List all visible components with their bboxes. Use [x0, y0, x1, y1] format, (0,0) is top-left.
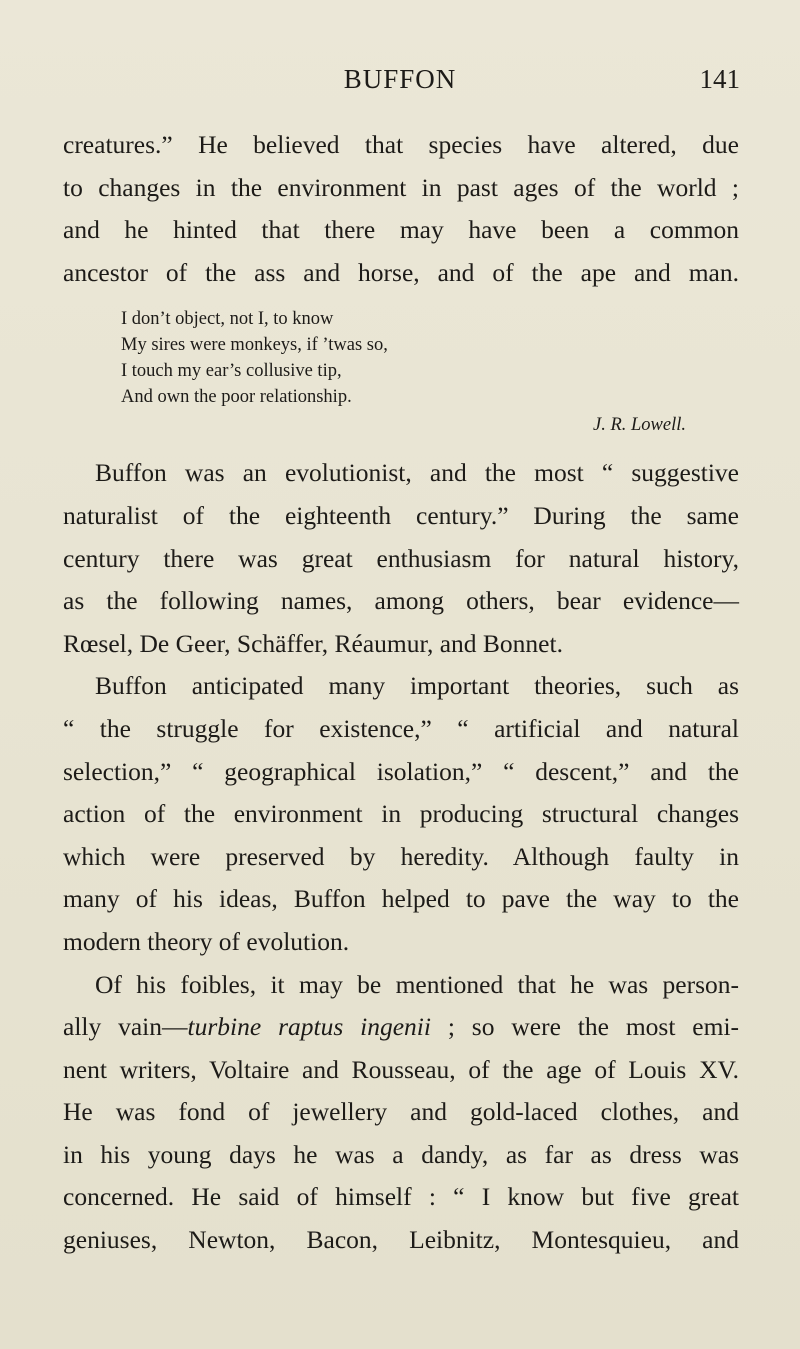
paragraph-4: [63, 964, 739, 1262]
verse-line: I touch my ear’s collusive tip,: [121, 361, 342, 382]
verse-quotation: [121, 306, 721, 438]
text-line: Buffon was an evolutionist, and the most “ suggestive: [95, 458, 739, 488]
paragraph-2: [63, 452, 739, 665]
text-line: which were preserved by heredity. Although faulty in: [63, 841, 739, 871]
page-number: 141: [699, 64, 740, 94]
text-line: naturalist of the eighteenth century.” During the same: [63, 500, 739, 530]
text-line: and he hinted that there may have been a common: [63, 215, 739, 245]
text-line: creatures.” He believed that species have altered, due: [63, 130, 739, 159]
text-line: concerned. He said of himself : “ I know but five great: [63, 1182, 739, 1212]
text-line: century there was great enthusiasm for natural history,: [63, 543, 739, 573]
text-line: modern theory of evolution.: [63, 926, 350, 956]
text-line: Rœsel, De Geer, Schäffer, Réaumur, and Bonnet.: [63, 628, 563, 658]
text-line: Buffon anticipated many important theories, such as: [95, 671, 739, 701]
text-line: geniuses, Newton, Bacon, Leibnitz, Montesquieu, and: [63, 1225, 739, 1255]
text-line: many of his ideas, Buffon helped to pave the way to the: [63, 884, 739, 914]
paragraph-3: [63, 665, 739, 963]
text-line: ancestor of the ass and horse, and of the ape and man.: [63, 257, 739, 287]
paragraph-1: [63, 124, 739, 294]
verse-line: My sires were monkeys, if ’twas so,: [121, 335, 388, 356]
text-line: [63, 1006, 739, 1049]
text-fragment: ; so were the most emi-: [430, 1012, 740, 1042]
verse-line: And own the poor relationship.: [121, 387, 352, 408]
text-line: Of his foibles, it may be mentioned that he was person-: [95, 969, 739, 999]
text-line: as the following names, among others, bear evidence—: [63, 586, 739, 616]
text-line: in his young days he was a dandy, as far as dress was: [63, 1139, 739, 1169]
text-line: nent writers, Voltaire and Rousseau, of the age of Louis XV.: [63, 1054, 739, 1084]
body-text: [63, 124, 739, 1262]
text-line: to changes in the environment in past ages of the world ;: [63, 172, 739, 202]
text-line: “ the struggle for existence,” “ artificial and natural: [63, 713, 739, 743]
running-title: BUFFON: [343, 64, 457, 94]
text-line: selection,” “ geographical isolation,” “ descent,” and the: [63, 756, 739, 786]
text-fragment: ally vain—: [63, 1012, 188, 1042]
verse-attribution: J. R. Lowell.: [592, 415, 686, 436]
latin-phrase: turbine raptus ingenii: [187, 1012, 431, 1042]
text-line: action of the environment in producing structural changes: [63, 799, 739, 829]
text-line: He was fond of jewellery and gold-laced clothes, and: [63, 1097, 739, 1127]
running-head: [0, 64, 800, 104]
verse-line: I don’t object, not I, to know: [121, 309, 334, 330]
